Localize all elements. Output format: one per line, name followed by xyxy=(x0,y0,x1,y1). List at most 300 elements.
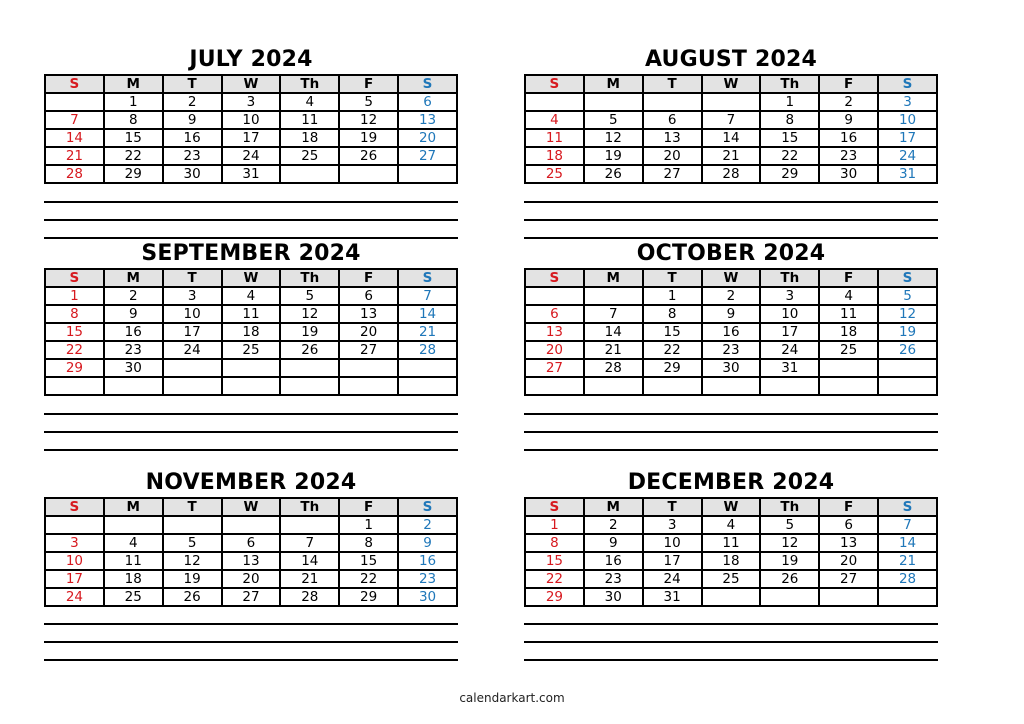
day-cell: 15 xyxy=(104,129,163,147)
weekday-header: W xyxy=(222,75,281,93)
day-cell: 20 xyxy=(819,552,878,570)
day-cell: 8 xyxy=(525,534,584,552)
day-cell: 16 xyxy=(104,323,163,341)
weekday-header: M xyxy=(584,498,643,516)
day-cell: 20 xyxy=(398,129,457,147)
week-row xyxy=(525,359,937,377)
day-cell: 16 xyxy=(163,129,222,147)
note-line xyxy=(524,201,938,203)
weekday-header: T xyxy=(643,75,702,93)
day-cell: 27 xyxy=(398,147,457,165)
day-cell: 17 xyxy=(760,323,819,341)
day-cell: 26 xyxy=(760,570,819,588)
day-cell: 23 xyxy=(819,147,878,165)
week-row xyxy=(525,147,937,165)
day-cell: 9 xyxy=(163,111,222,129)
day-cell: 13 xyxy=(643,129,702,147)
day-cell: 28 xyxy=(878,570,937,588)
week-row xyxy=(525,588,937,606)
day-cell xyxy=(878,359,937,377)
day-cell xyxy=(280,377,339,395)
day-cell xyxy=(280,359,339,377)
day-cell: 2 xyxy=(398,516,457,534)
day-cell: 20 xyxy=(643,147,702,165)
day-cell: 31 xyxy=(643,588,702,606)
day-cell: 28 xyxy=(584,359,643,377)
weekday-header: S xyxy=(525,75,584,93)
day-cell: 17 xyxy=(163,323,222,341)
day-cell: 7 xyxy=(398,287,457,305)
week-row xyxy=(45,111,457,129)
day-cell: 20 xyxy=(222,570,281,588)
calendar-grid xyxy=(44,497,458,607)
day-cell: 24 xyxy=(45,588,104,606)
weekday-header: S xyxy=(45,269,104,287)
weekday-header: T xyxy=(163,498,222,516)
day-cell: 25 xyxy=(104,588,163,606)
day-cell: 18 xyxy=(222,323,281,341)
day-cell: 9 xyxy=(819,111,878,129)
day-cell: 5 xyxy=(339,93,398,111)
day-cell: 11 xyxy=(525,129,584,147)
week-row xyxy=(45,165,457,183)
day-cell: 23 xyxy=(163,147,222,165)
month-title: AUGUST 2024 xyxy=(644,47,818,72)
weekday-header: W xyxy=(702,269,761,287)
weekday-header: T xyxy=(643,269,702,287)
day-cell: 7 xyxy=(45,111,104,129)
day-cell: 5 xyxy=(280,287,339,305)
day-cell: 4 xyxy=(525,111,584,129)
day-cell: 15 xyxy=(760,129,819,147)
day-cell xyxy=(104,516,163,534)
weekday-header: S xyxy=(525,269,584,287)
day-cell: 16 xyxy=(398,552,457,570)
day-cell: 12 xyxy=(280,305,339,323)
week-row xyxy=(525,377,937,395)
day-cell: 3 xyxy=(878,93,937,111)
weekday-header: W xyxy=(702,75,761,93)
day-cell: 11 xyxy=(280,111,339,129)
day-cell: 29 xyxy=(339,588,398,606)
day-cell xyxy=(398,359,457,377)
day-cell: 22 xyxy=(525,570,584,588)
day-cell: 30 xyxy=(104,359,163,377)
day-cell: 3 xyxy=(760,287,819,305)
day-cell: 16 xyxy=(584,552,643,570)
day-cell: 30 xyxy=(819,165,878,183)
week-row xyxy=(525,552,937,570)
day-cell: 9 xyxy=(104,305,163,323)
day-cell: 26 xyxy=(339,147,398,165)
note-line xyxy=(44,641,458,643)
week-row xyxy=(45,323,457,341)
weekday-header-row xyxy=(45,498,457,516)
day-cell: 2 xyxy=(819,93,878,111)
week-row xyxy=(45,359,457,377)
day-cell: 13 xyxy=(398,111,457,129)
day-cell: 25 xyxy=(702,570,761,588)
day-cell xyxy=(760,377,819,395)
day-cell: 13 xyxy=(525,323,584,341)
note-line xyxy=(44,449,458,451)
month-title: JULY 2024 xyxy=(189,47,313,72)
weekday-header: F xyxy=(339,75,398,93)
day-cell: 14 xyxy=(702,129,761,147)
day-cell: 6 xyxy=(819,516,878,534)
day-cell: 8 xyxy=(760,111,819,129)
day-cell xyxy=(222,377,281,395)
day-cell xyxy=(163,359,222,377)
day-cell: 23 xyxy=(584,570,643,588)
month-title: SEPTEMBER 2024 xyxy=(141,241,361,266)
day-cell xyxy=(398,377,457,395)
day-cell: 28 xyxy=(280,588,339,606)
day-cell: 2 xyxy=(104,287,163,305)
day-cell xyxy=(280,516,339,534)
day-cell xyxy=(339,359,398,377)
day-cell: 8 xyxy=(643,305,702,323)
day-cell: 11 xyxy=(104,552,163,570)
day-cell: 10 xyxy=(878,111,937,129)
note-line xyxy=(44,413,458,415)
calendar-grid xyxy=(524,74,938,184)
day-cell: 3 xyxy=(45,534,104,552)
day-cell: 5 xyxy=(584,111,643,129)
day-cell: 19 xyxy=(878,323,937,341)
day-cell: 3 xyxy=(643,516,702,534)
day-cell xyxy=(525,287,584,305)
day-cell: 9 xyxy=(398,534,457,552)
weekday-header: W xyxy=(222,498,281,516)
day-cell: 25 xyxy=(525,165,584,183)
day-cell: 18 xyxy=(525,147,584,165)
day-cell: 6 xyxy=(398,93,457,111)
day-cell: 26 xyxy=(584,165,643,183)
day-cell: 19 xyxy=(584,147,643,165)
day-cell: 9 xyxy=(584,534,643,552)
note-line xyxy=(524,641,938,643)
day-cell: 18 xyxy=(702,552,761,570)
weekday-header: Th xyxy=(280,75,339,93)
day-cell xyxy=(760,588,819,606)
week-row xyxy=(525,165,937,183)
day-cell: 12 xyxy=(339,111,398,129)
week-row xyxy=(525,516,937,534)
day-cell xyxy=(104,377,163,395)
note-line xyxy=(524,219,938,221)
day-cell xyxy=(702,377,761,395)
day-cell: 4 xyxy=(222,287,281,305)
calendar-grid xyxy=(524,497,938,607)
day-cell: 18 xyxy=(280,129,339,147)
day-cell: 17 xyxy=(222,129,281,147)
weekday-header: Th xyxy=(760,269,819,287)
calendar-grid xyxy=(44,74,458,184)
weekday-header-row xyxy=(525,75,937,93)
day-cell: 1 xyxy=(339,516,398,534)
day-cell: 21 xyxy=(584,341,643,359)
day-cell: 1 xyxy=(104,93,163,111)
weekday-header: W xyxy=(702,498,761,516)
weekday-header-row xyxy=(525,498,937,516)
note-line xyxy=(44,431,458,433)
day-cell xyxy=(702,93,761,111)
weekday-header: T xyxy=(163,269,222,287)
weekday-header: S xyxy=(45,75,104,93)
weekday-header: S xyxy=(398,75,457,93)
weekday-header: M xyxy=(104,498,163,516)
day-cell: 19 xyxy=(280,323,339,341)
weekday-header: M xyxy=(104,269,163,287)
day-cell: 1 xyxy=(760,93,819,111)
week-row xyxy=(45,129,457,147)
week-row xyxy=(525,287,937,305)
day-cell: 13 xyxy=(339,305,398,323)
day-cell: 22 xyxy=(45,341,104,359)
day-cell: 28 xyxy=(45,165,104,183)
note-line xyxy=(524,431,938,433)
day-cell: 24 xyxy=(163,341,222,359)
weekday-header: W xyxy=(222,269,281,287)
day-cell: 15 xyxy=(643,323,702,341)
day-cell: 15 xyxy=(45,323,104,341)
weekday-header-row xyxy=(525,269,937,287)
day-cell xyxy=(643,93,702,111)
month-title: NOVEMBER 2024 xyxy=(145,470,357,495)
weekday-header: F xyxy=(819,75,878,93)
day-cell: 3 xyxy=(163,287,222,305)
day-cell: 21 xyxy=(45,147,104,165)
weekday-header-row xyxy=(45,269,457,287)
calendar-grid xyxy=(44,268,458,396)
note-line xyxy=(524,659,938,661)
note-line xyxy=(44,237,458,239)
day-cell: 8 xyxy=(339,534,398,552)
weekday-header: S xyxy=(525,498,584,516)
weekday-header: S xyxy=(45,498,104,516)
day-cell: 23 xyxy=(104,341,163,359)
day-cell: 10 xyxy=(163,305,222,323)
week-row xyxy=(525,111,937,129)
day-cell: 10 xyxy=(760,305,819,323)
day-cell xyxy=(878,377,937,395)
day-cell: 17 xyxy=(878,129,937,147)
day-cell: 27 xyxy=(222,588,281,606)
day-cell: 4 xyxy=(280,93,339,111)
day-cell: 18 xyxy=(819,323,878,341)
week-row xyxy=(45,534,457,552)
note-line xyxy=(44,219,458,221)
note-line xyxy=(524,237,938,239)
day-cell: 28 xyxy=(398,341,457,359)
day-cell: 7 xyxy=(280,534,339,552)
day-cell xyxy=(163,377,222,395)
footer-website: calendarkart.com xyxy=(459,691,565,705)
day-cell: 30 xyxy=(584,588,643,606)
day-cell: 4 xyxy=(104,534,163,552)
day-cell xyxy=(45,377,104,395)
day-cell: 22 xyxy=(643,341,702,359)
day-cell xyxy=(280,165,339,183)
day-cell xyxy=(819,588,878,606)
day-cell: 27 xyxy=(525,359,584,377)
week-row xyxy=(45,570,457,588)
day-cell: 26 xyxy=(163,588,222,606)
day-cell: 8 xyxy=(104,111,163,129)
day-cell: 2 xyxy=(584,516,643,534)
week-row xyxy=(45,588,457,606)
day-cell: 4 xyxy=(702,516,761,534)
note-line xyxy=(524,449,938,451)
day-cell xyxy=(163,516,222,534)
day-cell: 21 xyxy=(702,147,761,165)
day-cell: 15 xyxy=(339,552,398,570)
note-line xyxy=(524,623,938,625)
day-cell: 3 xyxy=(222,93,281,111)
week-row xyxy=(525,129,937,147)
day-cell xyxy=(339,377,398,395)
week-row xyxy=(45,93,457,111)
day-cell: 6 xyxy=(643,111,702,129)
day-cell: 22 xyxy=(339,570,398,588)
day-cell xyxy=(584,377,643,395)
day-cell: 14 xyxy=(45,129,104,147)
week-row xyxy=(45,305,457,323)
day-cell xyxy=(45,516,104,534)
day-cell: 31 xyxy=(760,359,819,377)
day-cell: 27 xyxy=(819,570,878,588)
day-cell: 13 xyxy=(222,552,281,570)
weekday-header: Th xyxy=(760,75,819,93)
day-cell xyxy=(584,287,643,305)
day-cell: 5 xyxy=(878,287,937,305)
weekday-header: S xyxy=(878,269,937,287)
day-cell xyxy=(525,93,584,111)
day-cell: 23 xyxy=(702,341,761,359)
day-cell: 25 xyxy=(819,341,878,359)
weekday-header-row xyxy=(45,75,457,93)
day-cell xyxy=(702,588,761,606)
week-row xyxy=(45,147,457,165)
day-cell: 12 xyxy=(163,552,222,570)
day-cell: 1 xyxy=(643,287,702,305)
day-cell: 11 xyxy=(819,305,878,323)
weekday-header: Th xyxy=(280,269,339,287)
day-cell: 19 xyxy=(163,570,222,588)
day-cell xyxy=(878,588,937,606)
weekday-header: F xyxy=(339,498,398,516)
week-row xyxy=(45,516,457,534)
day-cell xyxy=(339,165,398,183)
day-cell: 19 xyxy=(339,129,398,147)
day-cell: 26 xyxy=(280,341,339,359)
day-cell: 26 xyxy=(878,341,937,359)
day-cell: 4 xyxy=(819,287,878,305)
day-cell: 21 xyxy=(398,323,457,341)
day-cell: 9 xyxy=(702,305,761,323)
day-cell xyxy=(222,516,281,534)
day-cell: 12 xyxy=(584,129,643,147)
day-cell: 23 xyxy=(398,570,457,588)
day-cell: 8 xyxy=(45,305,104,323)
calendar-grid xyxy=(524,268,938,396)
day-cell xyxy=(584,93,643,111)
day-cell: 6 xyxy=(222,534,281,552)
day-cell: 15 xyxy=(525,552,584,570)
day-cell: 30 xyxy=(702,359,761,377)
day-cell: 22 xyxy=(104,147,163,165)
day-cell: 13 xyxy=(819,534,878,552)
weekday-header: M xyxy=(584,269,643,287)
day-cell: 31 xyxy=(222,165,281,183)
week-row xyxy=(525,534,937,552)
day-cell: 14 xyxy=(398,305,457,323)
day-cell xyxy=(45,93,104,111)
day-cell xyxy=(643,377,702,395)
day-cell: 7 xyxy=(702,111,761,129)
day-cell: 22 xyxy=(760,147,819,165)
note-line xyxy=(44,201,458,203)
day-cell: 29 xyxy=(760,165,819,183)
note-line xyxy=(44,659,458,661)
day-cell: 20 xyxy=(339,323,398,341)
day-cell: 20 xyxy=(525,341,584,359)
weekday-header: Th xyxy=(280,498,339,516)
day-cell: 2 xyxy=(163,93,222,111)
day-cell: 18 xyxy=(104,570,163,588)
day-cell: 29 xyxy=(104,165,163,183)
weekday-header: F xyxy=(819,498,878,516)
day-cell: 28 xyxy=(702,165,761,183)
day-cell: 14 xyxy=(584,323,643,341)
day-cell: 10 xyxy=(45,552,104,570)
day-cell: 25 xyxy=(280,147,339,165)
weekday-header: S xyxy=(398,498,457,516)
weekday-header: M xyxy=(104,75,163,93)
day-cell: 10 xyxy=(222,111,281,129)
week-row xyxy=(45,341,457,359)
week-row xyxy=(525,93,937,111)
weekday-header: F xyxy=(339,269,398,287)
week-row xyxy=(45,377,457,395)
day-cell: 29 xyxy=(45,359,104,377)
day-cell: 11 xyxy=(222,305,281,323)
day-cell xyxy=(819,377,878,395)
day-cell: 6 xyxy=(339,287,398,305)
day-cell: 24 xyxy=(222,147,281,165)
note-line xyxy=(524,413,938,415)
note-line xyxy=(44,623,458,625)
day-cell: 11 xyxy=(702,534,761,552)
week-row xyxy=(525,570,937,588)
week-row xyxy=(525,341,937,359)
day-cell: 31 xyxy=(878,165,937,183)
day-cell: 2 xyxy=(702,287,761,305)
day-cell: 30 xyxy=(398,588,457,606)
day-cell: 27 xyxy=(339,341,398,359)
day-cell: 29 xyxy=(643,359,702,377)
day-cell: 21 xyxy=(280,570,339,588)
day-cell: 16 xyxy=(819,129,878,147)
week-row xyxy=(45,287,457,305)
month-title: DECEMBER 2024 xyxy=(627,470,835,495)
day-cell: 16 xyxy=(702,323,761,341)
weekday-header: S xyxy=(398,269,457,287)
day-cell: 10 xyxy=(643,534,702,552)
day-cell xyxy=(398,165,457,183)
day-cell: 25 xyxy=(222,341,281,359)
